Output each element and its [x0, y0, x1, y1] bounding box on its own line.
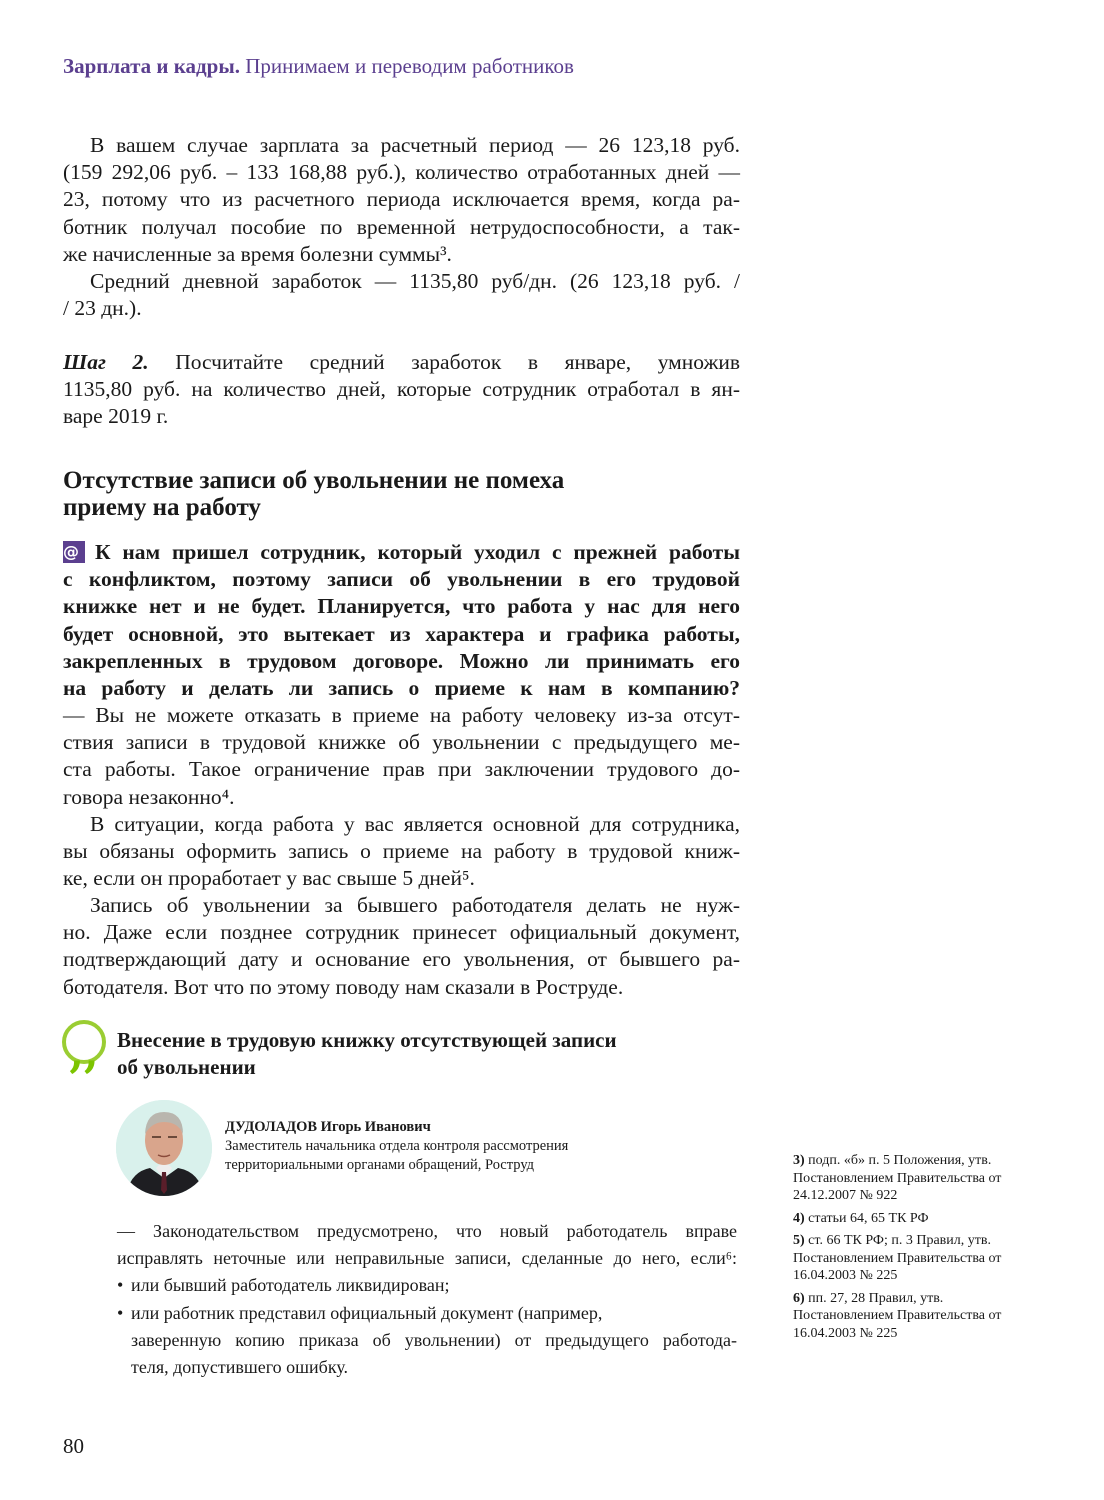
text-line: будет основной, это вытекает из характера и графика работы, [63, 621, 740, 646]
bullet-icon: • [117, 1275, 124, 1296]
article-title: Отсутствие записи об увольнении не помеха приему на работу [63, 467, 565, 521]
text-line: ствия записи в трудовой книжке об увольнении с предыдущего ме- [63, 730, 740, 755]
paragraph [63, 132, 740, 268]
question-lines [63, 566, 740, 702]
answer-paragraph [63, 811, 740, 893]
answer-paragraph [63, 892, 740, 1001]
text-line: ста работы. Такое ограничение прав при заключении трудового до- [63, 757, 740, 782]
footnote [793, 1290, 1023, 1343]
text-line: книжке нет и не будет. Планируется, что работа у нас для него [63, 594, 740, 619]
quote-icon: ,, [62, 1020, 106, 1064]
footnote-text: ст. 66 ТК РФ; п. 3 Правил, утв. Постановлением Правительства от 16.04.2003 № 225 [793, 1233, 1002, 1283]
text-line: (159 292,06 руб. – 133 168,88 руб.), количество отработанных дней — [63, 160, 740, 185]
text-line: ботник получал пособие по временной нетрудоспособности, а так- [63, 214, 740, 239]
text-line: теля, допустившего ошибку. [131, 1357, 349, 1378]
text-line: — Законодательством предусмотрено, что новый работодатель вправе [117, 1221, 737, 1241]
footnote [793, 1210, 1023, 1228]
answer-paragraph [63, 702, 740, 811]
footnote-number: 6) [793, 1290, 805, 1306]
footnote [793, 1152, 1023, 1205]
step-line: варе 2019 г. [63, 404, 169, 429]
expert-heading: Внесение в трудовую книжку отсутствующей записи об увольнении [117, 1028, 617, 1079]
footnote-text: подп. «б» п. 5 Положения, утв. Постановлением Правительства от 24.12.2007 № 922 [793, 1153, 1002, 1203]
text-line: или работник представил официальный документ (например, [131, 1302, 603, 1323]
question: @ К нам пришел сотрудник, который уходил с прежней работы с конфликтом, поэтому записи об увольнении в его трудовой книжке нет и не будет. Планируется, что работа у нас для него будет основной, это вытекает из характера и графика работы, закрепленных в трудовом договоре. Можно ли принимать его на работу и делать ли запись о приеме к нам в компанию? [63, 539, 740, 702]
text-line: 23, потому что из расчетного периода исключается время, когда ра- [63, 187, 740, 212]
running-header [63, 54, 574, 79]
text-line: Средний дневной заработок — 1135,80 руб/дн. (26 123,18 руб. / [90, 269, 740, 293]
step-paragraph [63, 349, 740, 431]
bullet-icon: • [117, 1302, 124, 1323]
step-label: Шаг 2. [63, 350, 149, 374]
text-line: Запись об увольнении за бывшего работодателя делать не нуж- [90, 893, 740, 917]
header-subtitle: Принимаем и переводим работников [245, 54, 574, 78]
text-line: заверенную копию приказа об увольнении) от предыдущего работода- [131, 1329, 737, 1350]
bullet-item [117, 1272, 737, 1299]
text-line: говора незаконно⁴. [63, 784, 235, 809]
footnote-number: 5) [793, 1233, 805, 1248]
page-number: 80 [63, 1434, 84, 1458]
text-line: — Вы не можете отказать в приеме на работу человеку из-за отсут- [63, 703, 740, 727]
text-line: или бывший работодатель ликвидирован; [131, 1275, 450, 1296]
paragraph [63, 268, 740, 322]
footnote-text: пп. 27, 28 Правил, утв. Постановлением Правительства от 16.04.2003 № 225 [793, 1290, 1002, 1341]
expert-intro [117, 1218, 737, 1272]
expert-photo [116, 1100, 212, 1196]
expert-info [225, 1118, 568, 1175]
text-line: но. Даже если позднее сотрудник принесет официальный документ, [63, 920, 740, 945]
question-at-icon: @ [63, 541, 85, 563]
step-line: 1135,80 руб. на количество дней, которые сотрудник отработал в ян- [63, 377, 740, 402]
header-section: Зарплата и кадры. [63, 54, 241, 78]
step-line: Шаг 2. Посчитайте средний заработок в январе, умножив [63, 350, 740, 374]
text-line: на работу и делать ли запись о приеме к нам в компанию? [63, 676, 740, 701]
text-line: / 23 дн.). [63, 296, 142, 321]
text-line: подтверждающий дату и основание его увольнения, от бывшего ра- [63, 947, 740, 972]
text-line: закрепленных в трудовом договоре. Можно ли принимать его [63, 648, 740, 673]
footnote [793, 1232, 1023, 1285]
text-line: ботодателя. Вот что по этому поводу нам сказали в Роструде. [63, 974, 624, 999]
expert-quote [117, 1218, 737, 1381]
expert-position: территориальными органами обращений, Роструд [225, 1157, 535, 1173]
expert-name: ДУДОЛАДОВ Игорь Иванович [225, 1119, 431, 1135]
text-line: исправлять неточные или неправильные записи, сделанные до него, если⁶: [117, 1248, 737, 1269]
expert-position: Заместитель начальника отдела контроля рассмотрения [225, 1138, 569, 1154]
footnote-number: 3) [793, 1153, 805, 1168]
text-line: с конфликтом, поэтому записи об увольнении в его трудовой [63, 567, 740, 592]
footnote-number: 4) [793, 1210, 805, 1226]
text-line: В вашем случае зарплата за расчетный период — 26 123,18 руб. [90, 133, 740, 157]
text-line: ке, если он проработает у вас свыше 5 дней⁵. [63, 866, 475, 891]
text-line: же начисленные за время болезни суммы³. [63, 241, 452, 266]
footnote-text: статьи 64, 65 ТК РФ [804, 1210, 929, 1226]
bullet-item [117, 1300, 737, 1382]
text-line: В ситуации, когда работа у вас является основной для сотрудника, [90, 812, 740, 836]
footnotes [793, 1152, 1023, 1347]
text-line: вы обязаны оформить запись о приеме на работу в трудовой книж- [63, 839, 740, 864]
